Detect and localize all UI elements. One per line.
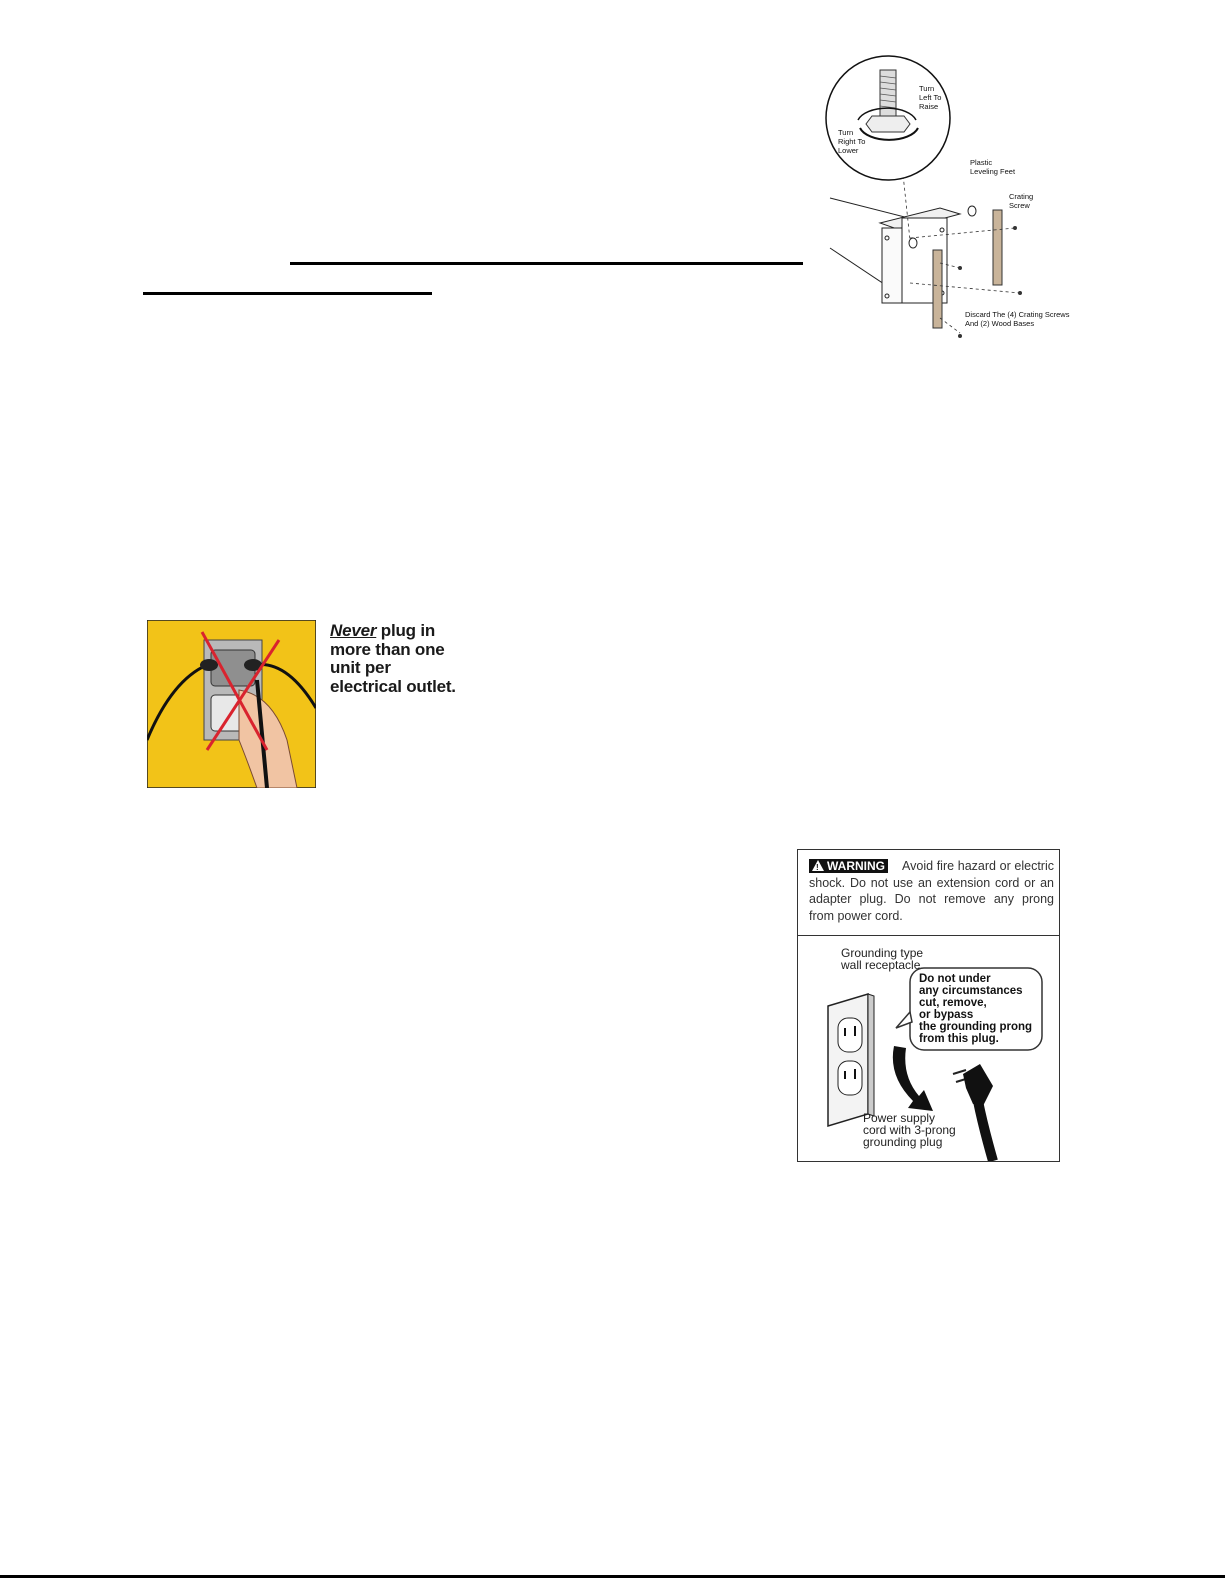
- cord-label-2: cord with 3-prong: [863, 1123, 956, 1137]
- cord-label-3: grounding plug: [863, 1135, 943, 1149]
- warning-text: Avoid fire hazard or electric shock. Do not use an extension cord or an adapter plug. Do not remove any prong from power cord.: [809, 859, 1054, 923]
- footer-rule: [0, 1575, 1225, 1578]
- plastic-feet-label: Plastic Leveling Feet: [970, 158, 1016, 176]
- never-line4: electrical outlet.: [330, 676, 456, 696]
- turn-left-label: Turn Left To Raise: [919, 84, 942, 111]
- underline-rule-2: [143, 292, 432, 295]
- cord-label-1: Power supply: [863, 1111, 936, 1125]
- never-line1-rest: plug in: [376, 621, 436, 640]
- grounding-warning-box: [797, 849, 1060, 1162]
- bubble-line: the grounding prong: [919, 1021, 1033, 1033]
- grounding-bubble-text: [919, 973, 1032, 1045]
- underline-rule-1: [290, 262, 803, 265]
- outlet-warning-illustration: [147, 620, 316, 788]
- turn-right-label: Turn Right To Lower: [838, 128, 866, 155]
- never-plug-in-text: [330, 622, 480, 696]
- bubble-line: any circumstances: [919, 985, 1023, 997]
- discard-label: Discard The (4) Crating Screws And (2) Wood Bases: [965, 310, 1070, 328]
- bubble-line: or bypass: [919, 1009, 974, 1021]
- crating-screw-label: Crating Screw: [1009, 192, 1034, 210]
- bubble-line: cut, remove,: [919, 997, 987, 1009]
- receptacle-label-2: wall receptacle: [841, 958, 921, 972]
- never-line3: unit per: [330, 658, 391, 677]
- never-line2: more than one: [330, 639, 445, 659]
- never-word: Never: [330, 621, 377, 640]
- warning-triangle-icon: [812, 860, 824, 871]
- warning-header-section: [798, 850, 1059, 936]
- bubble-line: Do not under: [919, 973, 991, 985]
- leveling-feet-diagram: [820, 48, 1070, 348]
- receptacle-label-1: Grounding type: [841, 946, 924, 960]
- warning-text-block: [809, 858, 1054, 924]
- warning-badge: !WARNING: [809, 859, 888, 873]
- bubble-line: from this plug.: [919, 1033, 999, 1045]
